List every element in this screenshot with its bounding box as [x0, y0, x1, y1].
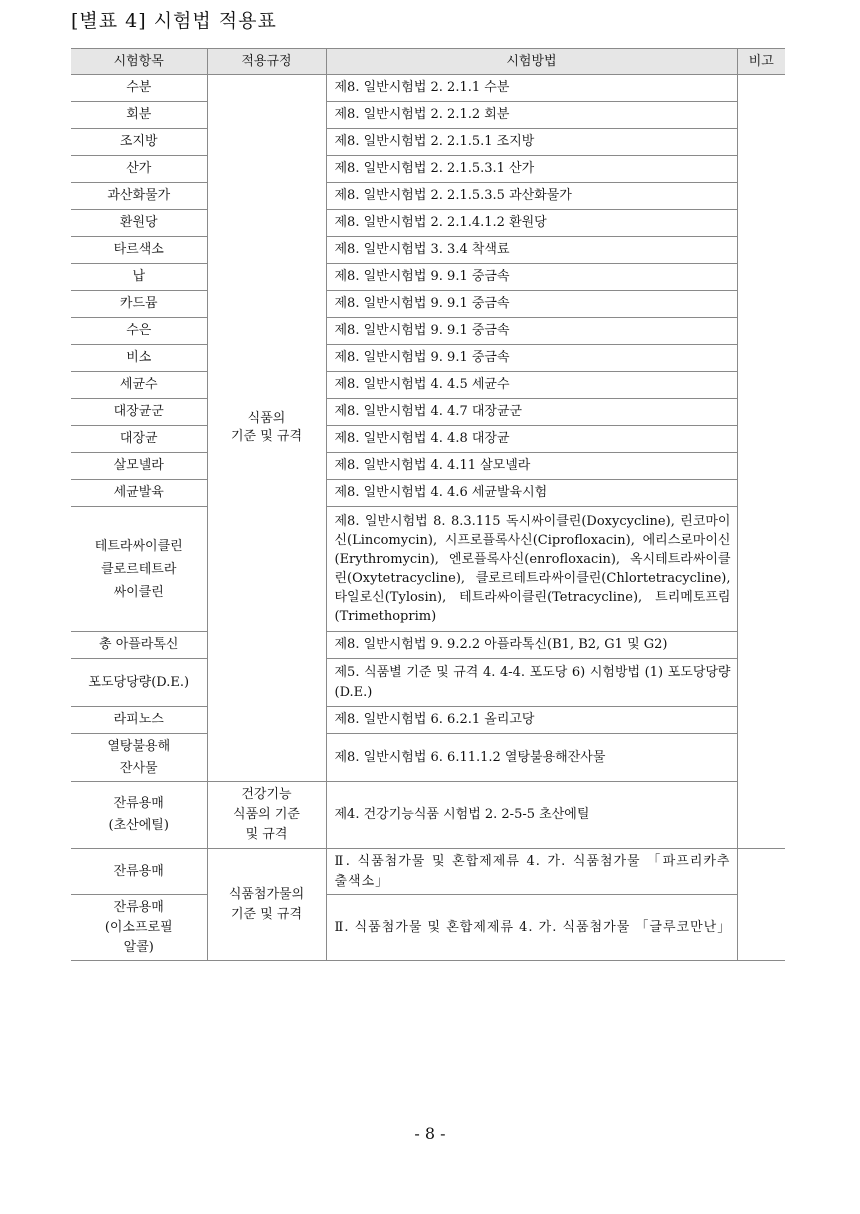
header-remarks: 비고	[737, 49, 785, 75]
test-method-cell: 제8. 일반시험법 4. 4.8 대장균	[326, 426, 737, 453]
test-method-cell: 제8. 일반시험법 2. 2.1.2 회분	[326, 102, 737, 129]
test-item-cell: 총 아플라톡신	[71, 632, 207, 659]
test-item-cell: 대장균군	[71, 399, 207, 426]
test-item-cell: 회분	[71, 102, 207, 129]
header-test-item: 시험항목	[71, 49, 207, 75]
regulation-line: 기준 및 규격	[230, 906, 303, 922]
table-row	[71, 372, 785, 399]
header-regulation: 적용규정	[207, 49, 326, 75]
table-row	[71, 659, 785, 707]
test-method-cell: 제8. 일반시험법 4. 4.11 살모넬라	[326, 453, 737, 480]
test-item-cell	[71, 507, 207, 632]
test-item-cell: 비소	[71, 345, 207, 372]
test-method-cell: 제8. 일반시험법 4. 4.7 대장균군	[326, 399, 737, 426]
table-row	[71, 480, 785, 507]
test-item-line: 잔류용매	[113, 796, 164, 811]
test-method-cell: Ⅱ. 식품첨가물 및 혼합제제류 4. 가. 식품첨가물 「글루코만난」	[326, 895, 737, 961]
test-method-cell: 제8. 일반시험법 6. 6.11.1.2 열탕불용해잔사물	[326, 734, 737, 782]
test-method-cell: 제5. 식품별 기준 및 규격 4. 4-4. 포도당 6) 시험방법 (1) 포도당당량(D.E.)	[326, 659, 737, 707]
table-row	[71, 782, 785, 849]
test-method-cell: 제4. 건강기능식품 시험법 2. 2-5-5 초산에틸	[326, 782, 737, 849]
table-row	[71, 318, 785, 345]
remarks-cell	[737, 849, 785, 961]
test-item-line: (초산에틸)	[108, 818, 169, 833]
test-item-cell: 세균수	[71, 372, 207, 399]
test-method-cell: 제8. 일반시험법 2. 2.1.4.1.2 환원당	[326, 210, 737, 237]
page-title: [별표 4] 시험법 적용표	[71, 10, 277, 32]
table-row	[71, 129, 785, 156]
test-item-cell	[71, 895, 207, 961]
test-method-cell: 제8. 일반시험법 9. 9.1 중금속	[326, 264, 737, 291]
table-row	[71, 102, 785, 129]
regulation-cell-food-standards	[207, 75, 326, 782]
regulation-line: 및 규격	[245, 827, 288, 842]
regulation-line: 식품의 기준	[233, 807, 300, 822]
test-item-cell: 타르색소	[71, 237, 207, 264]
test-item-line: 잔사물	[119, 760, 158, 776]
test-item-line: 테트라싸이클린	[94, 538, 183, 554]
test-method-cell: 제8. 일반시험법 9. 9.1 중금속	[326, 318, 737, 345]
test-item-line: (이소프로필	[104, 919, 173, 935]
regulation-cell-food-additives	[207, 849, 326, 961]
test-item-cell: 수분	[71, 75, 207, 102]
test-item-cell: 산가	[71, 156, 207, 183]
test-method-cell: 제8. 일반시험법 4. 4.5 세균수	[326, 372, 737, 399]
test-method-cell: Ⅱ. 식품첨가물 및 혼합제제류 4. 가. 식품첨가물 「파프리카추출색소」	[326, 849, 737, 895]
test-item-line: 잔류용매	[113, 899, 164, 915]
test-item-cell: 살모넬라	[71, 453, 207, 480]
regulation-line: 식품첨가물의	[228, 886, 305, 902]
test-item-cell: 잔류용매	[71, 849, 207, 895]
test-method-cell: 제8. 일반시험법 8. 8.3.115 독시싸이클린(Doxycycline), 린코마이신(Lincomycin), 시프로플록사신(Ciprofloxacin), 에리스로마이신(Erythromycin), 엔로플록사신(enrofloxacin), 옥시테트라싸이클린(Oxytetracycline), 클로르테트라싸이클린(Chlortetracycline), 타일로신(Tylosin), 테트라싸이클린(Tetracycline), 트리메토프림(Trimethoprim)	[326, 507, 737, 632]
test-method-cell: 제8. 일반시험법 2. 2.1.1 수분	[326, 75, 737, 102]
test-item-cell: 수은	[71, 318, 207, 345]
test-item-cell: 포도당당량(D.E.)	[71, 659, 207, 707]
table-row	[71, 345, 785, 372]
regulation-line: 기준 및 규격	[230, 429, 303, 444]
test-method-cell: 제8. 일반시험법 9. 9.2.2 아플라톡신(B1, B2, G1 및 G2)	[326, 632, 737, 659]
table-row	[71, 291, 785, 318]
table-row	[71, 849, 785, 895]
regulation-line: 건강기능	[241, 787, 292, 802]
test-method-cell: 제8. 일반시험법 2. 2.1.5.3.5 과산화물가	[326, 183, 737, 210]
test-item-cell	[71, 734, 207, 782]
test-method-cell: 제8. 일반시험법 9. 9.1 중금속	[326, 345, 737, 372]
test-item-cell: 조지방	[71, 129, 207, 156]
test-item-line: 알콜)	[123, 939, 154, 955]
test-item-line: 열탕불용해	[107, 738, 171, 754]
table-row	[71, 75, 785, 102]
page-number: - 8 -	[414, 1124, 446, 1143]
table-row	[71, 156, 785, 183]
test-method-table	[71, 48, 785, 961]
test-item-cell: 과산화물가	[71, 183, 207, 210]
test-item-cell: 라피노스	[71, 707, 207, 734]
table-row	[71, 237, 785, 264]
test-item-line: 싸이클린	[113, 584, 164, 600]
test-method-cell: 제8. 일반시험법 2. 2.1.5.3.1 산가	[326, 156, 737, 183]
table-row	[71, 734, 785, 782]
table-row	[71, 210, 785, 237]
test-method-cell: 제8. 일반시험법 3. 3.4 착색료	[326, 237, 737, 264]
test-item-cell: 납	[71, 264, 207, 291]
table-header-row	[71, 49, 785, 75]
test-item-cell: 카드뮴	[71, 291, 207, 318]
test-item-cell: 대장균	[71, 426, 207, 453]
header-test-method: 시험방법	[326, 49, 737, 75]
test-item-line: 클로르테트라	[101, 561, 177, 577]
table-row	[71, 895, 785, 961]
table-row	[71, 453, 785, 480]
test-item-cell: 세균발육	[71, 480, 207, 507]
test-method-cell: 제8. 일반시험법 6. 6.2.1 올리고당	[326, 707, 737, 734]
regulation-cell-health-functional-food	[207, 782, 326, 849]
test-method-cell: 제8. 일반시험법 4. 4.6 세균발육시험	[326, 480, 737, 507]
test-method-cell: 제8. 일반시험법 9. 9.1 중금속	[326, 291, 737, 318]
test-method-cell: 제8. 일반시험법 2. 2.1.5.1 조지방	[326, 129, 737, 156]
remarks-cell	[737, 75, 785, 849]
table-row	[71, 507, 785, 632]
table-row	[71, 707, 785, 734]
test-item-cell: 환원당	[71, 210, 207, 237]
table-row	[71, 183, 785, 210]
table-row	[71, 426, 785, 453]
regulation-line: 식품의	[247, 411, 286, 426]
table-row	[71, 632, 785, 659]
table-row	[71, 264, 785, 291]
table-row	[71, 399, 785, 426]
test-item-cell	[71, 782, 207, 849]
